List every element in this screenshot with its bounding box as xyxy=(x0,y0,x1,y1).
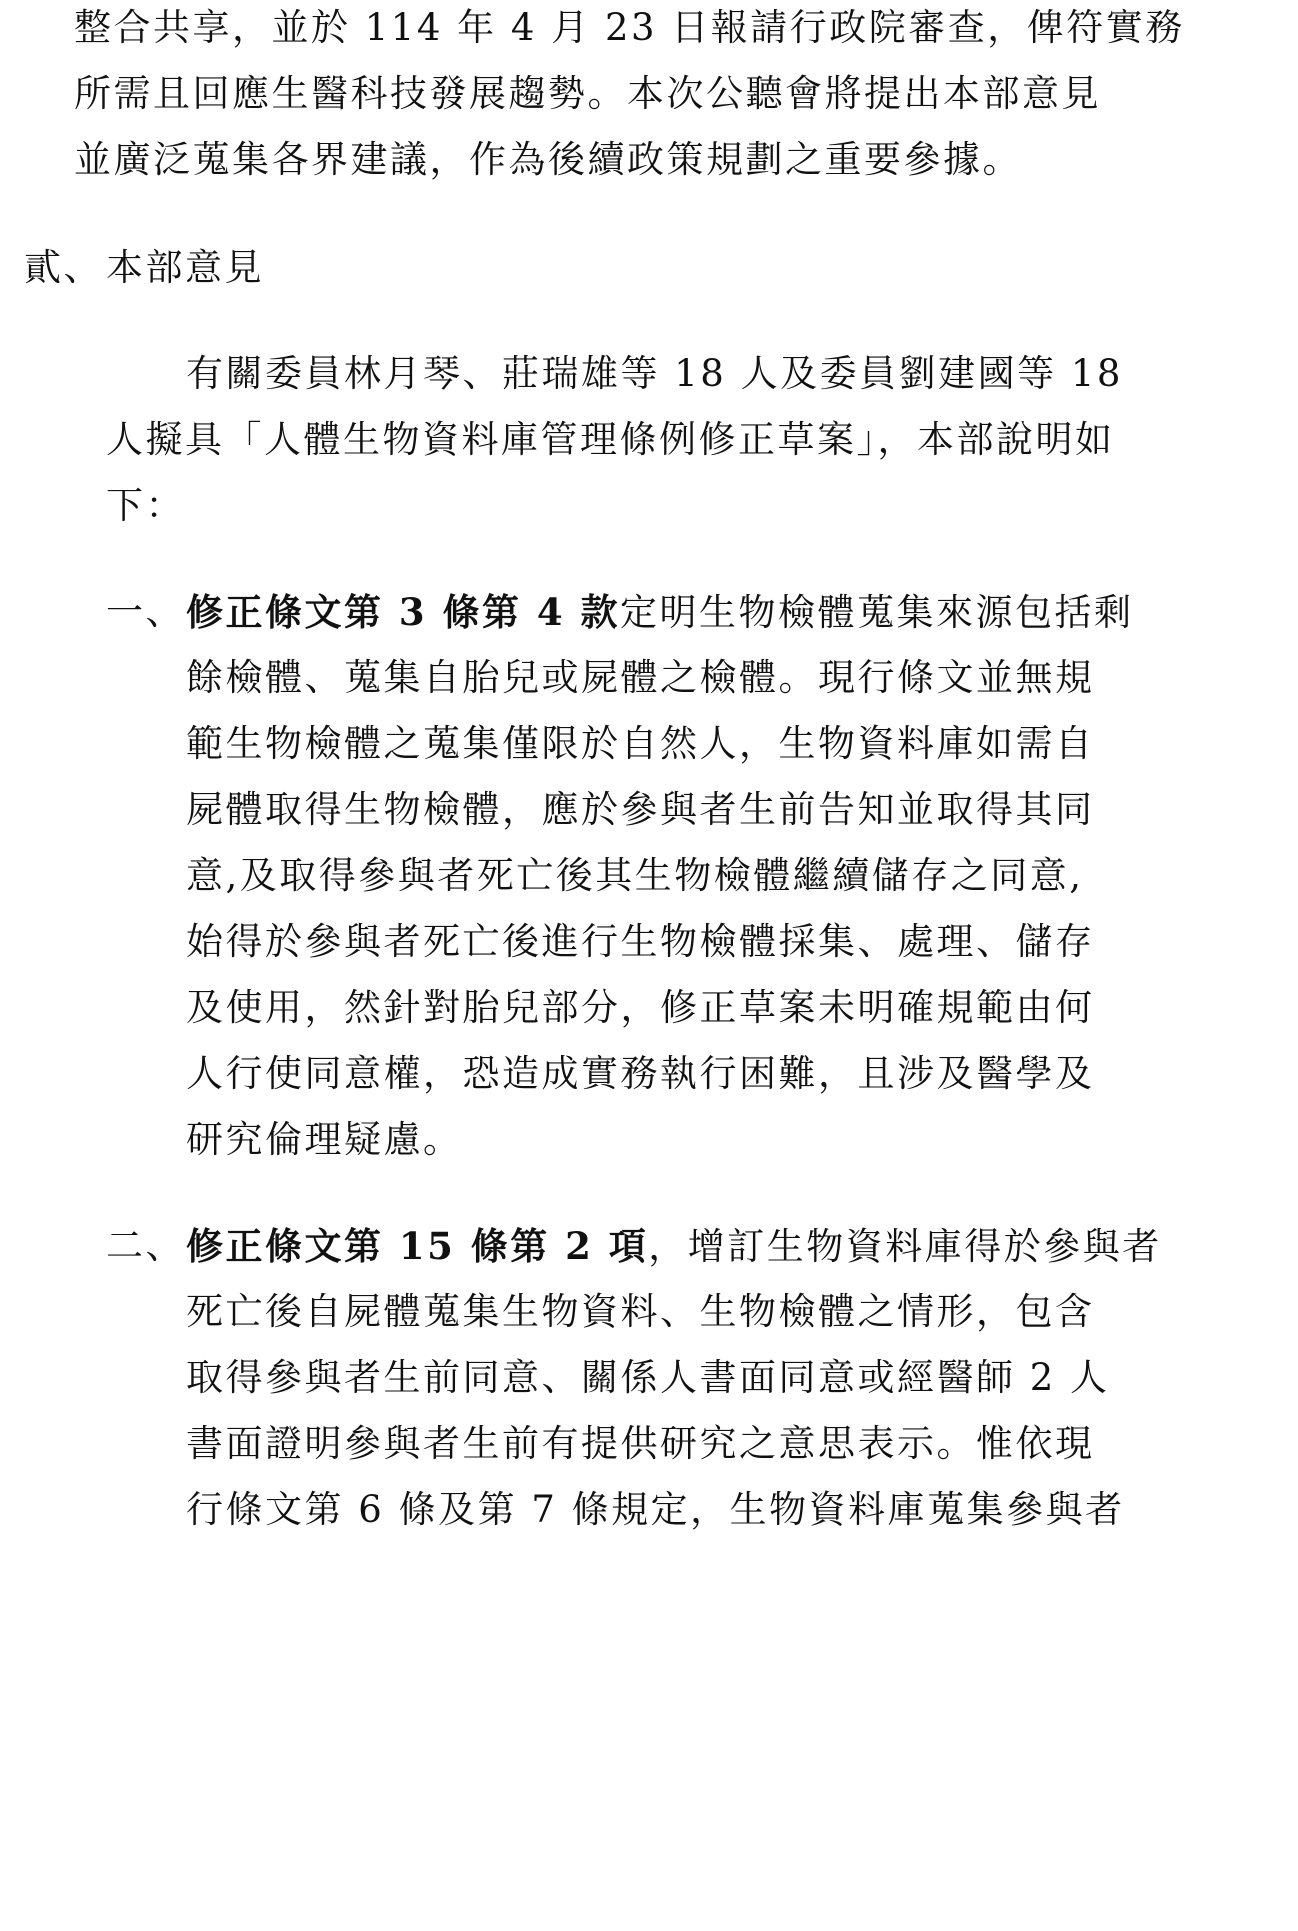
item1-line-4: 屍體取得生物檢體，應於參與者生前告知並取得其同 xyxy=(186,788,1095,831)
preamble-line-2: 人擬具「人體生物資料庫管理條例修正草案」，本部說明如 xyxy=(106,418,1115,461)
intro-line-2: 所需且回應生醫科技發展趨勢。本次公聽會將提出本部意見 xyxy=(74,72,1101,115)
intro-line-3: 並廣泛蒐集各界建議，作為後續政策規劃之重要參據。 xyxy=(74,138,1022,181)
intro-line-1: 整合共享，並於 114 年 4 月 23 日報請行政院審查，俾符實務 xyxy=(74,6,1185,49)
item2-line-1 xyxy=(186,1224,1162,1269)
item1-line-6: 始得於參與者死亡後進行生物檢體採集、處理、儲存 xyxy=(186,920,1095,963)
item1-number: 一、 xyxy=(106,590,185,633)
item1-line-5: 意,及取得參與者死亡後其生物檢體繼續儲存之同意, xyxy=(186,854,1084,897)
item2-line-3: 取得參與者生前同意、關係人書面同意或經醫師 2 人 xyxy=(186,1356,1110,1399)
item2-line-5: 行條文第 6 條及第 7 條規定，生物資料庫蒐集參與者 xyxy=(186,1488,1125,1531)
preamble-line-3: 下： xyxy=(106,484,185,527)
section-number: 貳、 xyxy=(24,246,103,289)
section-title: 本部意見 xyxy=(106,246,264,289)
item1-line-8: 人行使同意權，恐造成實務執行困難，且涉及醫學及 xyxy=(186,1052,1095,1095)
item1-line-3: 範生物檢體之蒐集僅限於自然人，生物資料庫如需自 xyxy=(186,722,1095,765)
item1-line-7: 及使用，然針對胎兒部分，修正草案未明確規範由何 xyxy=(186,986,1095,1029)
item2-line-4: 書面證明參與者生前有提供研究之意思表示。惟依現 xyxy=(186,1422,1095,1465)
item1-line-1 xyxy=(186,590,1134,635)
item2-first-line-rest: ，增訂生物資料庫得於參與者 xyxy=(648,1225,1162,1268)
item2-bold-lead: 修正條文第 15 條第 2 項 xyxy=(186,1224,649,1268)
item1-first-line-rest: 定明生物檢體蒐集來源包括剩 xyxy=(620,591,1134,634)
item2-line-2: 死亡後自屍體蒐集生物資料、生物檢體之情形，包含 xyxy=(186,1290,1095,1333)
item2-number: 二、 xyxy=(106,1224,185,1267)
item1-line-2: 餘檢體、蒐集自胎兒或屍體之檢體。現行條文並無規 xyxy=(186,656,1095,699)
item1-line-9: 研究倫理疑慮。 xyxy=(186,1118,463,1161)
item1-bold-lead: 修正條文第 3 條第 4 款 xyxy=(186,590,621,634)
preamble-line-1: 有關委員林月琴、莊瑞雄等 18 人及委員劉建國等 18 xyxy=(186,352,1123,395)
